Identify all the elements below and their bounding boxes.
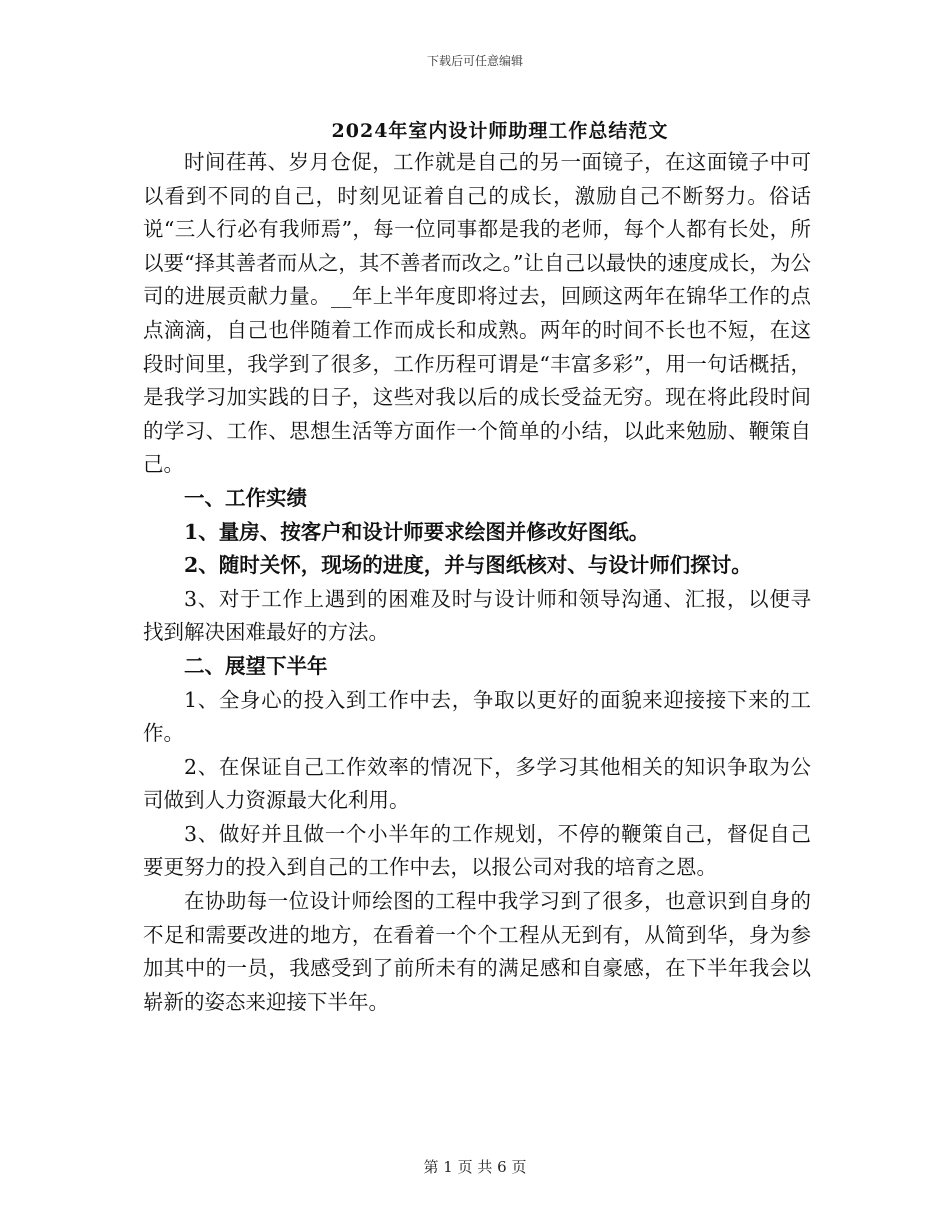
list-item-3: 3、对于工作上遇到的困难及时与设计师和领导沟通、汇报，以便寻找到解决困难最好的方法。 <box>143 586 811 645</box>
list-item-1: 1、量房、按客户和设计师要求绘图并修改好图纸。 <box>184 519 650 544</box>
section-heading-work-achievements: 一、工作实绩 <box>184 485 307 510</box>
paragraph-closing: 在协助每一位设计师绘图的工程中我学习到了很多，也意识到自身的不足和需要改进的地方，在看着一个个工程从无到有，从简到华，身为参加其中的一员，我感受到了前所未有的满足感和自豪感，在下半年我会以崭新的姿态来迎接下半年。 <box>143 889 811 1014</box>
outlook-item-3: 3、做好并且做一个小半年的工作规划，不停的鞭策自己，督促自己要更努力的投入到自己的工作中去，以报公司对我的培育之恩。 <box>143 821 811 880</box>
page-number: 第 1 页 共 6 页 <box>423 1158 527 1176</box>
outlook-item-2: 2、在保证自己工作效率的情况下，多学习其他相关的知识争取为公司做到人力资源最大化利用。 <box>143 754 811 813</box>
outlook-item-1: 1、全身心的投入到工作中去，争取以更好的面貌来迎接接下来的工作。 <box>143 687 811 746</box>
section-heading-outlook: 二、展望下半年 <box>184 653 328 678</box>
document-title: 2024年室内设计师助理工作总结范文 <box>331 120 669 142</box>
list-item-2: 2、随时关怀，现场的进度，并与图纸核对、与设计师们探讨。 <box>184 553 752 578</box>
header-note: 下载后可任意编辑 <box>426 54 523 68</box>
document-body <box>143 146 811 1019</box>
paragraph-intro: 时间荏苒、岁月仓促，工作就是自己的另一面镜子，在这面镜子中可以看到不同的自己，时刻见证着自己的成长，激励自己不断努力。俗话说“三人行必有我师焉”，每一位同事都是我的老师，每个人都有长处，所以要“择其善者而从之，其不善者而改之。”让自己以最快的速度成长，为公司的进展贡献力量。__年上半年度即将过去，回顾这两年在锦华工作的点点滴滴，自己也伴随着工作而成长和成熟。两年的时间不长也不短，在这段时间里，我学到了很多，工作历程可谓是“丰富多彩”，用一句话概括，是我学习加实践的日子，这些对我以后的成长受益无穷。现在将此段时间的学习、工作、思想生活等方面作一个简单的小结，以此来勉励、鞭策自己。 <box>143 150 811 477</box>
